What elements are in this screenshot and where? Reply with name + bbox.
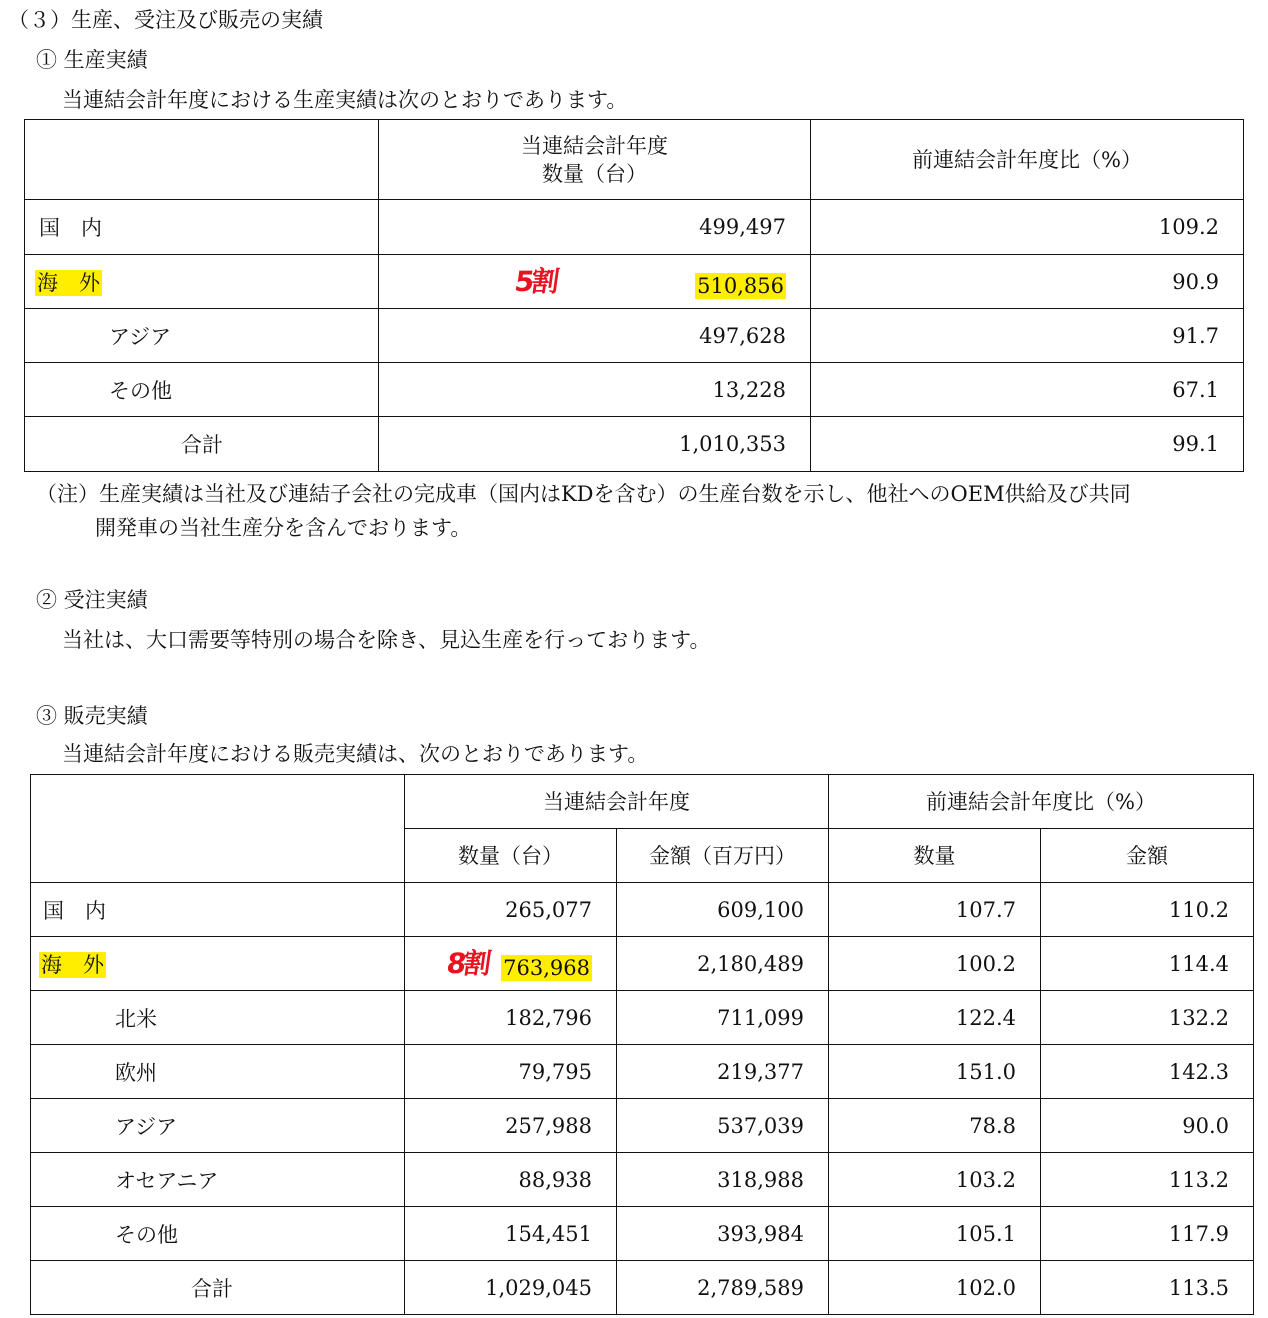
sales-table xyxy=(30,774,1254,1315)
section-title: （３）生産、受注及び販売の実績 xyxy=(8,8,323,32)
ratio-cell: 91.7 xyxy=(811,309,1244,363)
ratio-amount-cell: 132.2 xyxy=(1041,991,1254,1045)
ratio-cell: 90.9 xyxy=(811,255,1244,309)
qty-cell: 257,988 xyxy=(405,1099,617,1153)
amount-cell: 2,180,489 xyxy=(617,937,829,991)
row-label: オセアニア xyxy=(31,1153,405,1207)
production-table xyxy=(24,119,1244,472)
ratio-amount-cell: 113.2 xyxy=(1041,1153,1254,1207)
table-row xyxy=(25,363,1244,417)
amount-cell: 609,100 xyxy=(617,883,829,937)
row-label: 国 内 xyxy=(25,200,379,255)
ratio-qty-cell: 151.0 xyxy=(829,1045,1041,1099)
sales-header-ratio: 前連結会計年度比（%） xyxy=(829,775,1254,829)
highlighted-qty: 510,856 xyxy=(697,273,784,298)
row-label-cell xyxy=(31,937,405,991)
qty-cell xyxy=(379,255,811,309)
row-label: 北米 xyxy=(31,991,405,1045)
production-header-current xyxy=(379,120,811,200)
row-label: 国 内 xyxy=(31,883,405,937)
sales-header-ratio-qty: 数量 xyxy=(829,829,1041,883)
row-label-cell xyxy=(25,255,379,309)
ratio-amount-cell: 113.5 xyxy=(1041,1261,1254,1315)
table-row xyxy=(31,883,1254,937)
row-label: アジア xyxy=(31,1099,405,1153)
table-row xyxy=(31,1153,1254,1207)
table-row xyxy=(31,1207,1254,1261)
highlighted-label: 海 外 xyxy=(41,952,104,977)
qty-cell: 1,029,045 xyxy=(405,1261,617,1315)
ratio-qty-cell: 100.2 xyxy=(829,937,1041,991)
qty-cell: 13,228 xyxy=(379,363,811,417)
sales-header-qty: 数量（台） xyxy=(405,829,617,883)
qty-cell: 499,497 xyxy=(379,200,811,255)
production-header-row xyxy=(25,120,1244,200)
qty-cell: 154,451 xyxy=(405,1207,617,1261)
row-label: その他 xyxy=(25,363,379,417)
ratio-qty-cell: 105.1 xyxy=(829,1207,1041,1261)
sales-header-current: 当連結会計年度 xyxy=(405,775,829,829)
sales-header-blank xyxy=(31,775,405,883)
row-label: 欧州 xyxy=(31,1045,405,1099)
ratio-cell: 67.1 xyxy=(811,363,1244,417)
table-row xyxy=(31,991,1254,1045)
sales-intro: 当連結会計年度における販売実績は、次のとおりであります。 xyxy=(62,742,649,766)
ratio-amount-cell: 114.4 xyxy=(1041,937,1254,991)
sales-heading: ③ 販売実績 xyxy=(36,704,148,728)
qty-cell: 497,628 xyxy=(379,309,811,363)
ratio-qty-cell: 122.4 xyxy=(829,991,1041,1045)
row-label: アジア xyxy=(25,309,379,363)
table-row xyxy=(25,309,1244,363)
qty-cell xyxy=(405,937,617,991)
table-row xyxy=(31,1261,1254,1315)
amount-cell: 219,377 xyxy=(617,1045,829,1099)
qty-cell: 182,796 xyxy=(405,991,617,1045)
sales-header-row-1 xyxy=(31,775,1254,829)
qty-cell: 88,938 xyxy=(405,1153,617,1207)
qty-cell: 79,795 xyxy=(405,1045,617,1099)
handwritten-annotation: 5割 xyxy=(512,264,559,298)
ratio-amount-cell: 117.9 xyxy=(1041,1207,1254,1261)
qty-cell: 1,010,353 xyxy=(379,417,811,472)
ratio-qty-cell: 103.2 xyxy=(829,1153,1041,1207)
table-row xyxy=(25,417,1244,472)
table-row xyxy=(31,1099,1254,1153)
ratio-cell: 99.1 xyxy=(811,417,1244,472)
amount-cell: 711,099 xyxy=(617,991,829,1045)
table-row xyxy=(25,255,1244,309)
ratio-qty-cell: 78.8 xyxy=(829,1099,1041,1153)
production-header-current-line1: 当連結会計年度 xyxy=(521,133,668,158)
row-label: 合計 xyxy=(31,1261,405,1315)
ratio-amount-cell: 110.2 xyxy=(1041,883,1254,937)
row-label: その他 xyxy=(31,1207,405,1261)
production-heading: ① 生産実績 xyxy=(36,48,148,72)
amount-cell: 318,988 xyxy=(617,1153,829,1207)
sales-header-ratio-amount: 金額 xyxy=(1041,829,1254,883)
table-row xyxy=(31,937,1254,991)
amount-cell: 537,039 xyxy=(617,1099,829,1153)
orders-text: 当社は、大口需要等特別の場合を除き、見込生産を行っております。 xyxy=(62,628,711,652)
production-header-blank xyxy=(25,120,379,200)
ratio-amount-cell: 142.3 xyxy=(1041,1045,1254,1099)
production-note-line2: 開発車の当社生産分を含んでおります。 xyxy=(95,516,472,540)
amount-cell: 2,789,589 xyxy=(617,1261,829,1315)
qty-cell: 265,077 xyxy=(405,883,617,937)
ratio-qty-cell: 107.7 xyxy=(829,883,1041,937)
production-note-line1: （注）生産実績は当社及び連結子会社の完成車（国内はKDを含む）の生産台数を示し、他社へのOEM供給及び共同 xyxy=(36,482,1131,506)
amount-cell: 393,984 xyxy=(617,1207,829,1261)
ratio-amount-cell: 90.0 xyxy=(1041,1099,1254,1153)
handwritten-annotation: 8割 xyxy=(444,946,491,980)
ratio-cell: 109.2 xyxy=(811,200,1244,255)
orders-heading: ② 受注実績 xyxy=(36,588,148,612)
production-header-ratio: 前連結会計年度比（%） xyxy=(811,120,1244,200)
table-row xyxy=(25,200,1244,255)
highlighted-qty: 763,968 xyxy=(503,955,590,980)
row-label: 合計 xyxy=(25,417,379,472)
highlighted-label: 海 外 xyxy=(37,270,100,295)
table-row xyxy=(31,1045,1254,1099)
production-intro: 当連結会計年度における生産実績は次のとおりであります。 xyxy=(62,88,628,112)
sales-header-amount: 金額（百万円） xyxy=(617,829,829,883)
production-header-current-line2: 数量（台） xyxy=(542,161,647,186)
ratio-qty-cell: 102.0 xyxy=(829,1261,1041,1315)
